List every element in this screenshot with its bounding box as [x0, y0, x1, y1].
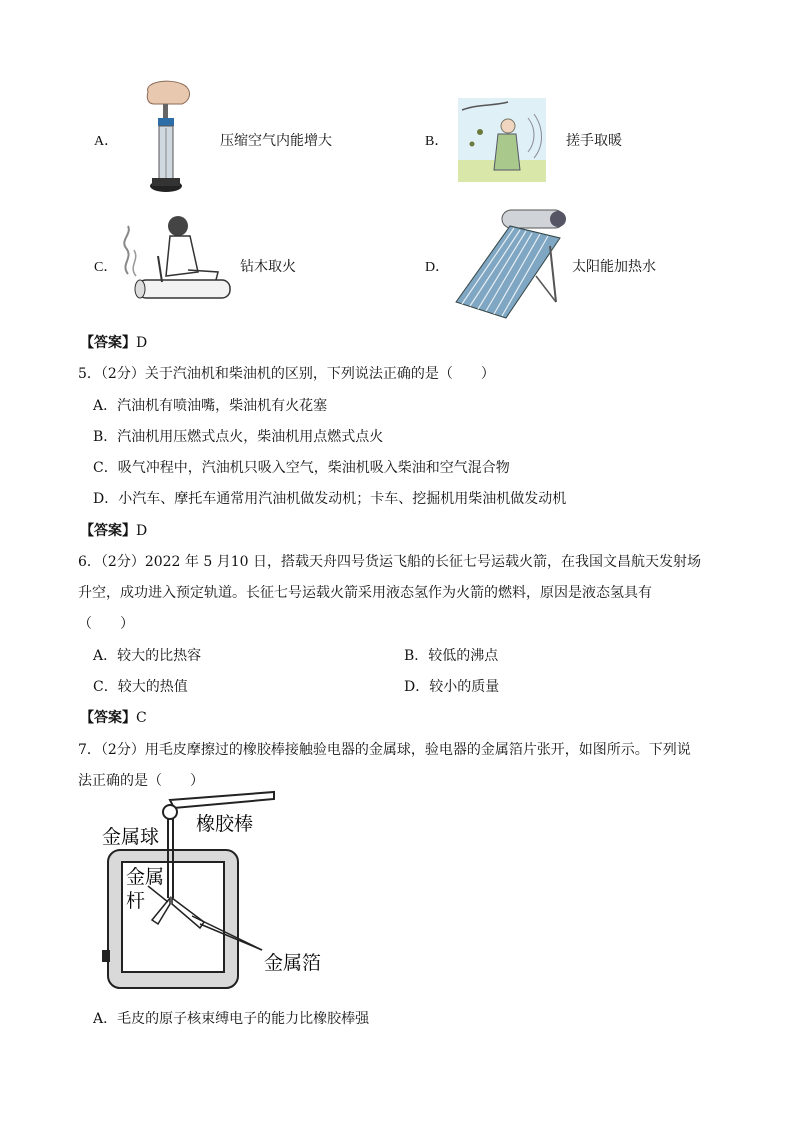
q5-option-b: B．汽油机用压燃式点火，柴油机用点燃式点火 [93, 429, 384, 445]
q6-option-a: A．较大的比热容 [93, 648, 202, 664]
q7-stem-line1: 7．（2分）用毛皮摩擦过的橡胶棒接触验电器的金属球，验电器的金属箔片张开，如图所示。下列说 [78, 742, 691, 758]
label-metal-foil: 金属箔 [264, 952, 322, 974]
drilling-wood-fire-image [118, 214, 234, 308]
q5-answer [80, 520, 147, 540]
answer-value: C [136, 710, 147, 726]
solar-water-heater-image [446, 206, 568, 322]
answer-tag: 【答案】 [80, 710, 136, 726]
option-a-text: 压缩空气内能增大 [220, 133, 332, 149]
label-metal-ball: 金属球 [102, 826, 160, 848]
air-pump-image [138, 78, 196, 198]
answer-tag: 【答案】 [80, 335, 136, 351]
q6-stem-line1: 6．（2分）2022 年 5 月10 日，搭载天舟四号货运飞船的长征七号运载火箭，在我国文昌航天发射场 [78, 554, 701, 570]
option-d-text: 太阳能加热水 [572, 259, 656, 275]
option-b-text: 搓手取暖 [566, 133, 622, 149]
rubbing-hands-image [458, 98, 546, 182]
q6-option-d: D．较小的质量 [404, 679, 500, 695]
option-c-text: 钻木取火 [240, 259, 296, 275]
q5-option-c: C．吸气冲程中，汽油机只吸入空气，柴油机吸入柴油和空气混合物 [93, 460, 510, 476]
answer-value: D [136, 523, 148, 539]
q6-stem-line2: 升空，成功进入预定轨道。长征七号运载火箭采用液态氢作为火箭的燃料，原因是液态氢具有 [78, 585, 652, 601]
option-b-letter: B． [425, 134, 449, 149]
label-metal-stem-2: 杆 [126, 890, 146, 912]
option-d-letter: D． [425, 260, 450, 275]
q4-answer [80, 332, 147, 352]
label-rubber-rod: 橡胶棒 [196, 813, 254, 835]
q5-option-a: A．汽油机有喷油嘴，柴油机有火花塞 [93, 398, 328, 414]
q6-option-c: C．较大的热值 [93, 679, 188, 695]
q7-option-a: A．毛皮的原子核束缚电子的能力比橡胶棒强 [93, 1011, 370, 1027]
answer-tag: 【答案】 [80, 523, 136, 539]
label-metal-stem-1: 金属 [126, 866, 165, 888]
option-a-letter: A． [94, 134, 119, 149]
q7-stem-line2: 法正确的是（ ） [78, 773, 204, 789]
q5-stem: 5．（2分）关于汽油机和柴油机的区别，下列说法正确的是（ ） [78, 366, 495, 382]
q6-option-b: B．较低的沸点 [404, 648, 499, 664]
answer-value: D [136, 335, 148, 351]
q6-answer [80, 707, 147, 727]
option-c-letter: C． [94, 260, 118, 275]
q6-stem-line3: （ ） [78, 616, 134, 632]
q5-option-d: D．小汽车、摩托车通常用汽油机做发动机；卡车、挖掘机用柴油机做发动机 [93, 491, 567, 507]
